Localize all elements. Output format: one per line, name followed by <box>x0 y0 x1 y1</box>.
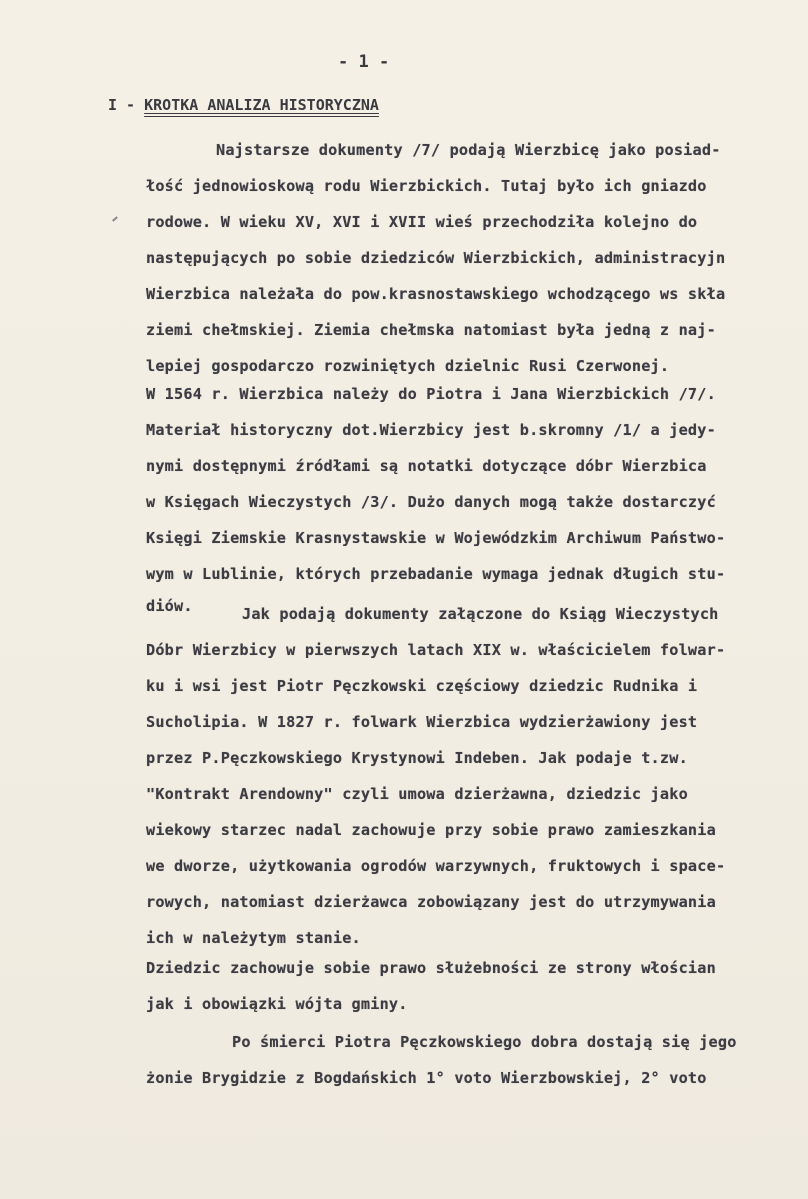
text-line: Materiał historyczny dot.Wierzbicy jest b.skromny /1/ a jedy- <box>146 421 716 439</box>
text-line: żonie Brygidzie z Bogdańskich 1° voto Wierzbowskiej, 2° voto <box>146 1069 707 1087</box>
text-line: Dóbr Wierzbicy w pierwszych latach XIX w. właścicielem folwar- <box>146 641 726 659</box>
text-line: Najstarsze dokumenty /7/ podają Wierzbicę jako posiad- <box>216 141 721 159</box>
section-title: KROTKA ANALIZA HISTORYCZNA <box>144 96 379 114</box>
text-line: w Księgach Wieczystych /3/. Dużo danych mogą także dostarczyć <box>146 493 716 511</box>
text-line: we dworze, użytkowania ogrodów warzywnych, fruktowych i space- <box>146 857 726 875</box>
text-line: nymi dostępnymi źródłami są notatki dotyczące dóbr Wierzbica <box>146 457 707 475</box>
text-line: Księgi Ziemskie Krasnystawskie w Wojewódzkim Archiwum Państwo- <box>146 529 726 547</box>
section-numeral: I - <box>108 96 136 114</box>
text-line: diów. <box>146 597 193 615</box>
text-line: Sucholipia. W 1827 r. folwark Wierzbica wydzierżawiony jest <box>146 713 698 731</box>
text-line: Po śmierci Piotra Pęczkowskiego dobra dostają się jego <box>232 1033 737 1051</box>
section-heading <box>108 96 379 114</box>
text-line: jak i obowiązki wójta gminy. <box>146 995 408 1013</box>
text-line: łość jednowioskową rodu Wierzbickich. Tutaj było ich gniazdo <box>146 177 707 195</box>
text-line: Dziedzic zachowuje sobie prawo służebności ze strony włościan <box>146 959 716 977</box>
text-line: ku i wsi jest Piotr Pęczkowski częściowy dziedzic Rudnika i <box>146 677 698 695</box>
text-line: rowych, natomiast dzierżawca zobowiązany jest do utrzymywania <box>146 893 716 911</box>
text-line: Wierzbica należała do pow.krasnostawskiego wchodzącego ws skła <box>146 285 726 303</box>
text-line: wiekowy starzec nadal zachowuje przy sobie prawo zamieszkania <box>146 821 716 839</box>
text-line: przez P.Pęczkowskiego Krystynowi Indeben. Jak podaje t.zw. <box>146 749 688 767</box>
text-line: rodowe. W wieku XV, XVI i XVII wieś przechodziła kolejno do <box>146 213 698 231</box>
text-line: ich w należytym stanie. <box>146 929 361 947</box>
text-line: Jak podają dokumenty załączone do Ksiąg Wieczystych <box>242 605 719 623</box>
text-line: wym w Lublinie, których przebadanie wymaga jednak długich stu- <box>146 565 726 583</box>
text-line: lepiej gospodarczo rozwiniętych dzielnic Rusi Czerwonej. <box>146 357 670 375</box>
text-line: "Kontrakt Arendowny" czyli umowa dzierżawna, dziedzic jako <box>146 785 688 803</box>
text-line: ziemi chełmskiej. Ziemia chełmska natomiast była jedną z naj- <box>146 321 716 339</box>
text-line: następujących po sobie dziedziców Wierzbickich, administracyjn <box>146 249 726 267</box>
text-line: W 1564 r. Wierzbica należy do Piotra i Jana Wierzbickich /7/. <box>146 385 716 403</box>
margin-mark <box>112 216 118 221</box>
page-number: - 1 - <box>338 52 390 72</box>
